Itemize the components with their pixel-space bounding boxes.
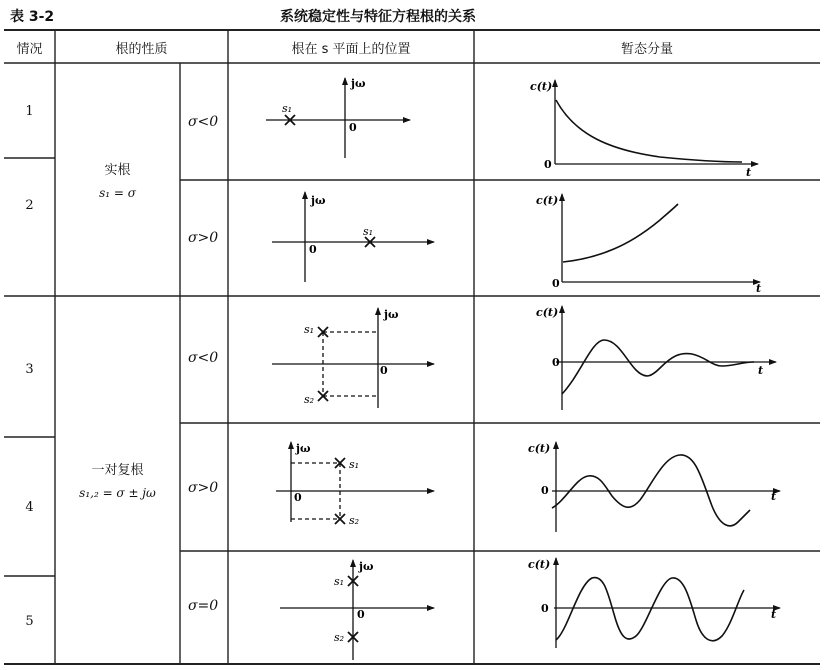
splane-2-jw-label: jω <box>311 194 326 207</box>
transient-5 <box>554 558 780 648</box>
case-1: 1 <box>25 104 34 119</box>
header-root-position: 根在 s 平面上的位置 <box>291 42 411 57</box>
splane-3-s2-label: s₂ <box>304 393 315 406</box>
header-case: 情况 <box>16 42 43 57</box>
transient-5-t-label: t <box>771 608 777 621</box>
transient-4-ct-label: c(t) <box>528 442 551 455</box>
condition-2: σ>0 <box>188 230 219 246</box>
transient-2-zero-label: 0 <box>552 277 560 290</box>
splane-5-s1-label: s₁ <box>334 575 345 588</box>
splane-3-zero-label: 0 <box>380 364 388 377</box>
splane-4-s1-label: s₁ <box>349 458 360 471</box>
splane-3 <box>272 308 434 408</box>
case-2: 2 <box>25 198 34 213</box>
splane-1-jw-label: jω <box>351 77 366 90</box>
splane-3-jw-label: jω <box>384 308 399 321</box>
splane-2 <box>272 192 434 282</box>
transient-1 <box>555 80 758 164</box>
header-root-nature: 根的性质 <box>115 42 168 57</box>
transient-1-zero-label: 0 <box>544 158 552 171</box>
header-transient: 暂态分量 <box>620 42 673 57</box>
transient-5-zero-label: 0 <box>541 602 549 615</box>
transient-1-t-label: t <box>746 166 752 179</box>
transient-2 <box>562 194 760 282</box>
case-4: 4 <box>25 500 34 515</box>
transient-4 <box>552 442 780 532</box>
transient-3-t-label: t <box>758 364 764 377</box>
group-real-root-formula: s₁ = σ <box>99 186 136 200</box>
splane-3-s1-label: s₁ <box>304 323 315 336</box>
transient-4-zero-label: 0 <box>541 484 549 497</box>
splane-4-jw-label: jω <box>296 442 311 455</box>
transient-3 <box>556 306 776 410</box>
splane-4-zero-label: 0 <box>294 491 302 504</box>
splane-1-zero-label: 0 <box>349 121 357 134</box>
group-complex-root-name: 一对复根 <box>91 463 144 478</box>
table-number: 表 3-2 <box>10 9 55 25</box>
transient-3-zero-label: 0 <box>552 356 560 369</box>
case-3: 3 <box>25 362 34 377</box>
splane-1 <box>266 78 410 158</box>
condition-3: σ<0 <box>188 350 219 366</box>
transient-5-ct-label: c(t) <box>528 558 551 571</box>
table-title: 系统稳定性与特征方程根的关系 <box>280 9 476 25</box>
condition-5: σ=0 <box>188 598 219 614</box>
group-complex-root-formula: s₁,₂ = σ ± jω <box>79 486 156 500</box>
case-5: 5 <box>25 614 34 629</box>
splane-2-zero-label: 0 <box>309 243 317 256</box>
condition-4: σ>0 <box>188 480 219 496</box>
group-real-root-name: 实根 <box>104 163 131 178</box>
splane-5-zero-label: 0 <box>357 608 365 621</box>
splane-2-s1-label: s₁ <box>363 225 374 238</box>
condition-1: σ<0 <box>188 114 219 130</box>
transient-4-t-label: t <box>771 490 777 503</box>
transient-1-ct-label: c(t) <box>530 80 553 93</box>
splane-4-s2-label: s₂ <box>349 514 360 527</box>
transient-3-ct-label: c(t) <box>536 306 559 319</box>
splane-5-s2-label: s₂ <box>334 631 345 644</box>
splane-1-s1-label: s₁ <box>282 102 293 115</box>
transient-2-t-label: t <box>756 282 762 295</box>
splane-5-jw-label: jω <box>359 560 374 573</box>
transient-2-ct-label: c(t) <box>536 194 559 207</box>
